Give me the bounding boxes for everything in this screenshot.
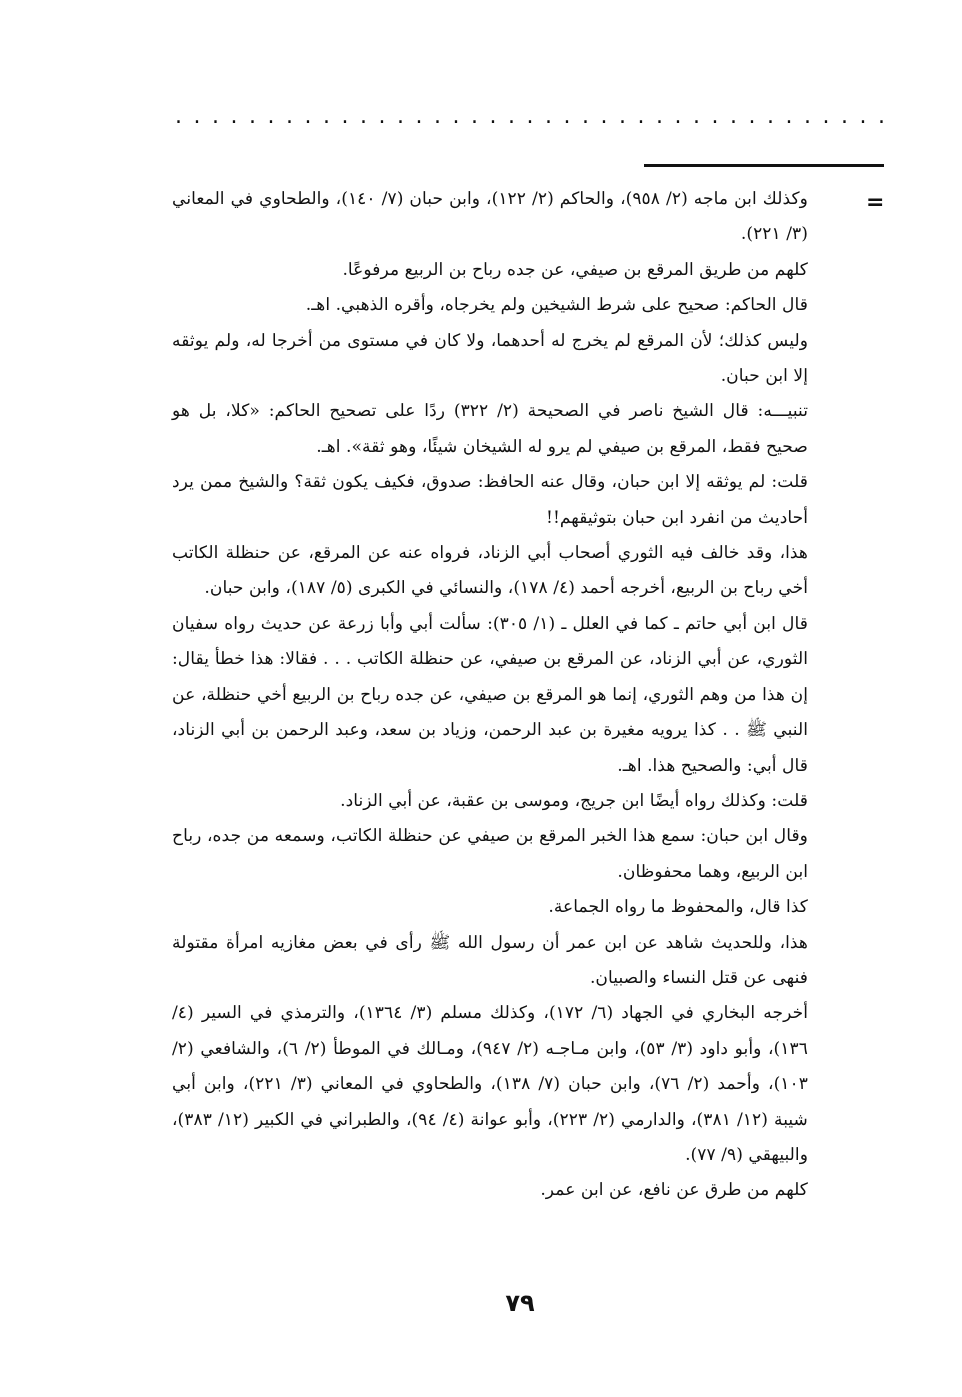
- header-dot: .: [545, 104, 552, 129]
- header-dot: .: [267, 104, 275, 129]
- footnote-paragraph: قلت: لم يوثقه إلا ابن حبان، وقال عنه الحافظ: صدوق، فكيف يكون ثقة؟ والشيخ ممن يرد أحاديث من انفرد ابن حبان بتوثيقهم!!: [172, 472, 808, 528]
- header-dot: .: [637, 104, 645, 129]
- header-dot: .: [415, 104, 423, 129]
- header-dot: .: [767, 104, 774, 129]
- footnote-paragraph: وقال ابن حبان: سمع هذا الخبر المرقع بن صيفي عن حنظلة الكاتب، وسمعه من جده، رباح ابن الربيع، وهما محفوظان.: [172, 826, 808, 882]
- header-dot: .: [323, 104, 330, 129]
- header-dot: .: [878, 104, 885, 129]
- header-dot: .: [563, 104, 571, 129]
- footnote-paragraph: هذا، وللحديث شاهد عن ابن عمر أن رسول الله ﷺ رأى في بعض مغازيه امرأة مقتولة فنهى عن قتل النساء والصبيان.: [172, 932, 808, 988]
- header-dot: .: [360, 104, 367, 129]
- header-dot: .: [212, 104, 219, 129]
- header-dot: .: [822, 104, 830, 129]
- header-dot: .: [341, 104, 349, 129]
- header-dot: .: [804, 104, 811, 129]
- header-dot: .: [230, 104, 238, 129]
- footnote-paragraph: أخرجه البخاري في الجهاد (٦/ ١٧٢)، وكذلك مسلم (٣/ ١٣٦٤)، والترمذي في السير (٤/ ١٣٦)، وأبو داود (٣/ ٥٣)، وابن مـاجـه (٢/ ٩٤٧)، ومـالك في الموطأ (٢/ ٦)، والشافعي (٢/ ١٠٣)، وأحمد (٢/ ٧٦)، وابن حبان (٧/ ١٣٨)، والطحاوي في المعاني (٣/ ٢٢١)، وابن أبي شيبة (١٢/ ٣٨١)، والدارمي (٢/ ٢٢٣)، وأبو عوانة (٤/ ٩٤)، والطبراني في الكبير (١٢/ ٣٨٣)، والبيهقي (٩/ ٧٧).: [172, 1003, 808, 1165]
- header-dot: .: [434, 104, 441, 129]
- footnote-paragraph: قلت: وكذلك رواه أيضًا ابن جريج، وموسى بن عقبة، عن أبي الزناد.: [340, 790, 808, 811]
- header-dot: .: [452, 104, 460, 129]
- header-dot: .: [249, 104, 256, 129]
- header-dot: .: [397, 104, 404, 129]
- footnote-paragraph: قال ابن أبي حاتم ـ كما في العلل ـ (١/ ٣٠٥): سألت أبي وأبا زرعة عن حديث رواه سفيان الثوري، عن أبي الزناد، عن المرقع بن صيفي، عن حنظلة الكاتب . . . فقالا: هذا خطأ يقال: إن هذا من وهم الثوري، إنما هو المرقع بن صيفي، عن جده رباح بن الربيع أخي حنظلة، عن النبي ﷺ . . كذا يرويه مغيرة بن عبد الرحمن، وزياد بن سعد، وعبد الرحمن بن أبي الزناد، قال أبي: والصحيح هذا. اهـ.: [172, 613, 808, 776]
- header-dot: .: [730, 104, 737, 129]
- header-dot: .: [193, 104, 201, 129]
- footnote-paragraph: وليس كذلك؛ لأن المرقع لم يخرج له أحدهما، ولا كان في مستوى من أخرجا له، ولم يوثقه إلا ابن حبان.: [172, 330, 808, 387]
- footnote-paragraph: قال الحاكم: صحيح على شرط الشيخين ولم يخرجاه، وأقره الذهبي. اهـ.: [305, 295, 808, 316]
- header-dot: .: [859, 104, 867, 129]
- header-dot: .: [508, 104, 515, 129]
- continuation-mark: =: [866, 190, 885, 215]
- footnote-paragraph: تنبيـــه: قال الشيخ ناصر في الصحيحة (٢/ ٣٢٢) ردًا على تصحيح الحاكم: «كلا، بل هو صحيح فقط، المرقع بن صيفي لم يرو له الشيخان شيئًا، وهو ثقة». اهـ.: [172, 401, 808, 457]
- header-dot: .: [286, 104, 293, 129]
- header-dot: .: [600, 104, 608, 129]
- header-dot: .: [656, 104, 663, 129]
- footnote-separator-rule: [644, 164, 884, 167]
- header-dot: .: [674, 104, 682, 129]
- footnote-paragraph: هذا، وقد خالف فيه الثوري أصحاب أبي الزناد، فرواه عنه عن المرقع، عن حنظلة الكاتب أخي رباح بن الربيع، أخرجه أحمد (٤/ ١٧٨)، والنسائي في الكبرى (٥/ ١٨٧)، وابن حبان.: [172, 543, 808, 599]
- footnote-paragraph: وكذلك ابن ماجه (٢/ ٩٥٨)، والحاكم (٢/ ١٢٢)، وابن حبان (٧/ ١٤٠)، والطحاوي في المعاني (٣/ ٢٢١).: [172, 189, 808, 245]
- footnote-text: [172, 182, 808, 1209]
- header-dot: .: [841, 104, 848, 129]
- page-number: ٧٩: [505, 1289, 535, 1317]
- footnote-paragraph: كلهم من طريق المرقع بن صيفي، عن جده رباح بن الربيع مرفوعًا.: [342, 259, 808, 280]
- header-dot: .: [175, 104, 182, 129]
- header-dot: .: [748, 104, 756, 129]
- header-dot: .: [489, 104, 497, 129]
- header-dot: .: [711, 104, 719, 129]
- footnote-paragraph: كذا قال، والمحفوظ ما رواه الجماعة.: [548, 897, 808, 918]
- header-dot: .: [304, 104, 312, 129]
- header-dot: .: [378, 104, 386, 129]
- header-dot: .: [582, 104, 589, 129]
- header-dot: .: [471, 104, 478, 129]
- header-dot: .: [526, 104, 534, 129]
- header-dot: .: [785, 104, 793, 129]
- header-dot-row: [175, 104, 885, 129]
- header-dot: .: [619, 104, 626, 129]
- footnote-paragraph: كلهم من طرق عن نافع، عن ابن عمر.: [540, 1180, 808, 1201]
- header-dot: .: [693, 104, 700, 129]
